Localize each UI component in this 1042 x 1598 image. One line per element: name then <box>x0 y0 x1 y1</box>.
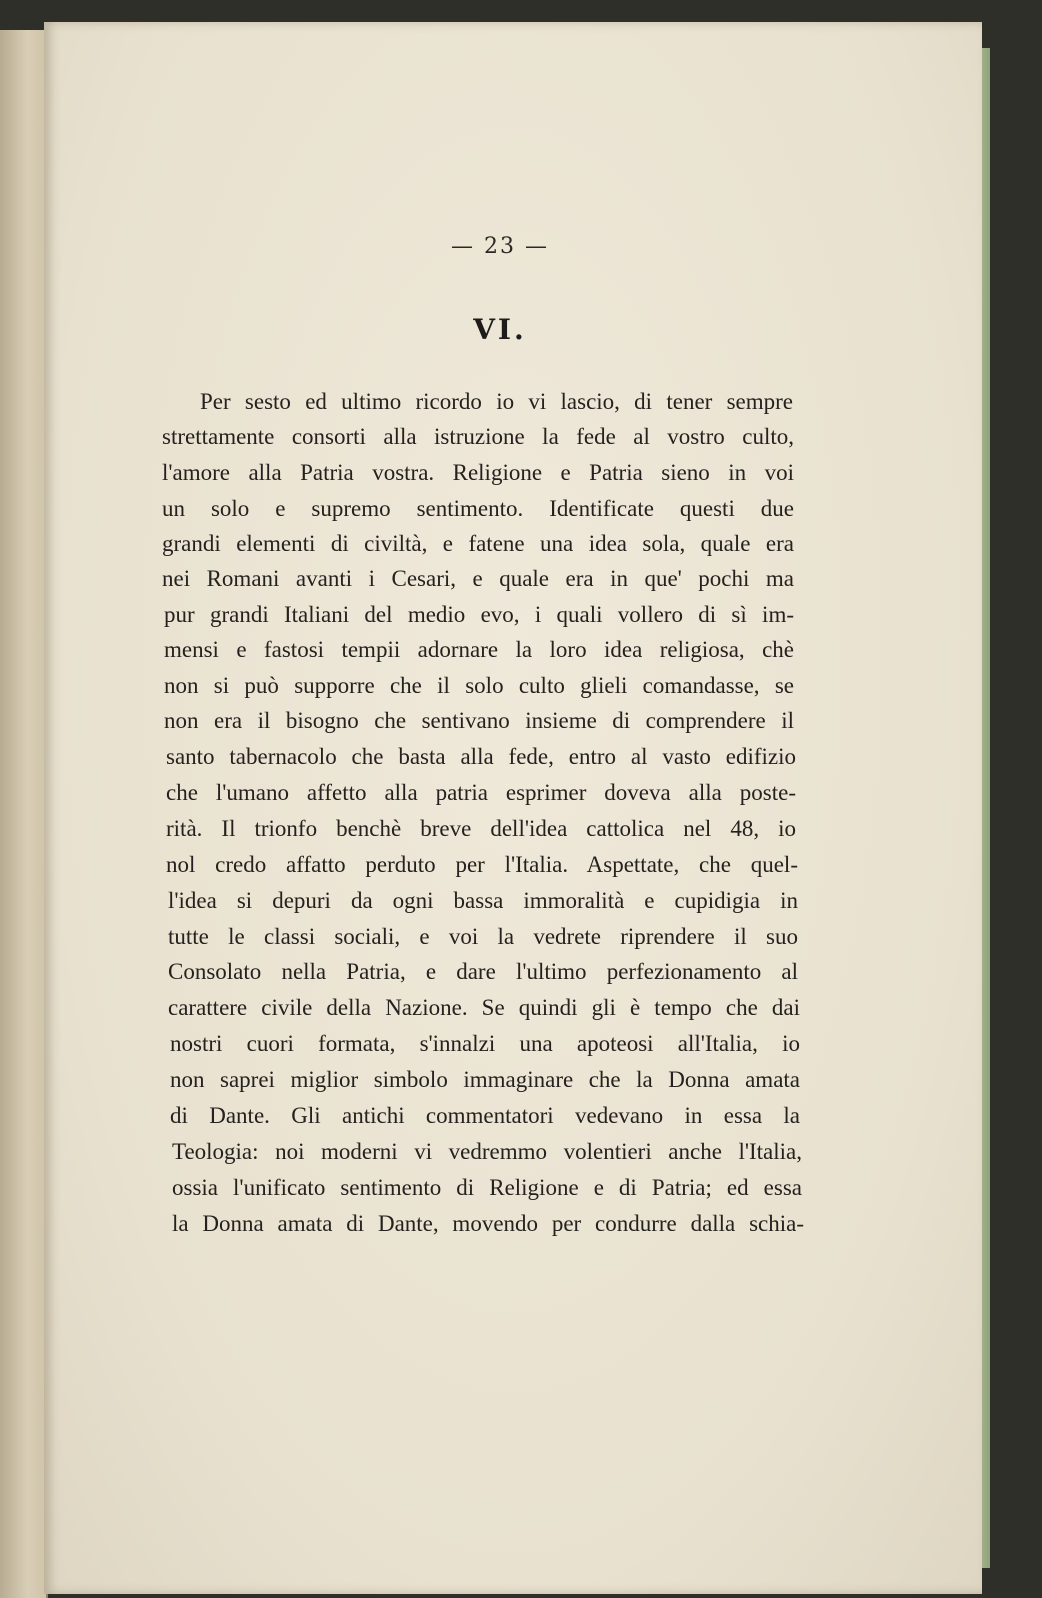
text-line: mensi e fastosi tempii adornare la loro idea religiosa, chè <box>164 637 794 662</box>
text-line: non saprei miglior simbolo immaginare che la Donna amata <box>170 1067 800 1092</box>
text-line: non era il bisogno che sentivano insieme di comprendere il <box>164 708 794 733</box>
text-line: non si può supporre che il solo culto glieli comandasse, se <box>164 673 794 698</box>
text-line: l'amore alla Patria vostra. Religione e Patria sieno in voi <box>162 460 794 485</box>
text-line: di Dante. Gli antichi commentatori vedevano in essa la <box>170 1103 800 1128</box>
text-line: carattere civile della Nazione. Se quindi gli è tempo che dai <box>168 995 800 1020</box>
left-page-edge <box>0 30 48 1598</box>
text-line: Per sesto ed ultimo ricordo io vi lascio, di tener sempre <box>200 389 793 414</box>
text-line: grandi elementi di civiltà, e fatene una idea sola, quale era <box>162 531 794 556</box>
text-line: tutte le classi sociali, e voi la vedrete riprendere il suo <box>168 924 798 949</box>
text-line: pur grandi Italiani del medio evo, i quali vollero di sì im- <box>164 602 794 627</box>
text-line: Teologia: noi moderni vi vedremmo volentieri anche l'Italia, <box>172 1139 802 1164</box>
text-line: l'idea si depuri da ogni bassa immoralità e cupidigia in <box>168 888 798 913</box>
text-line: un solo e supremo sentimento. Identificate questi due <box>162 496 794 521</box>
text-line: ossia l'unificato sentimento di Religione e di Patria; ed essa <box>172 1175 802 1200</box>
text-line: nostri cuori formata, s'innalzi una apoteosi all'Italia, io <box>170 1031 800 1056</box>
text-line: che l'umano affetto alla patria esprimer doveva alla poste- <box>166 780 796 805</box>
text-line: nei Romani avanti i Cesari, e quale era in que' pochi ma <box>162 566 794 591</box>
text-line: rità. Il trionfo benchè breve dell'idea cattolica nel 48, io <box>166 816 796 841</box>
text-line: la Donna amata di Dante, movendo per condurre dalla schia- <box>172 1211 804 1236</box>
page-number: — 23 — <box>451 234 549 259</box>
text-line: nol credo affatto perduto per l'Italia. Aspettate, che quel- <box>166 852 798 877</box>
book-page <box>44 22 982 1594</box>
text-line: strettamente consorti alla istruzione la fede al vostro culto, <box>162 424 794 449</box>
text-line: Consolato nella Patria, e dare l'ultimo perfezionamento al <box>168 959 798 984</box>
section-heading: VI. <box>473 313 527 346</box>
text-line: santo tabernacolo che basta alla fede, entro al vasto edifizio <box>166 744 796 769</box>
